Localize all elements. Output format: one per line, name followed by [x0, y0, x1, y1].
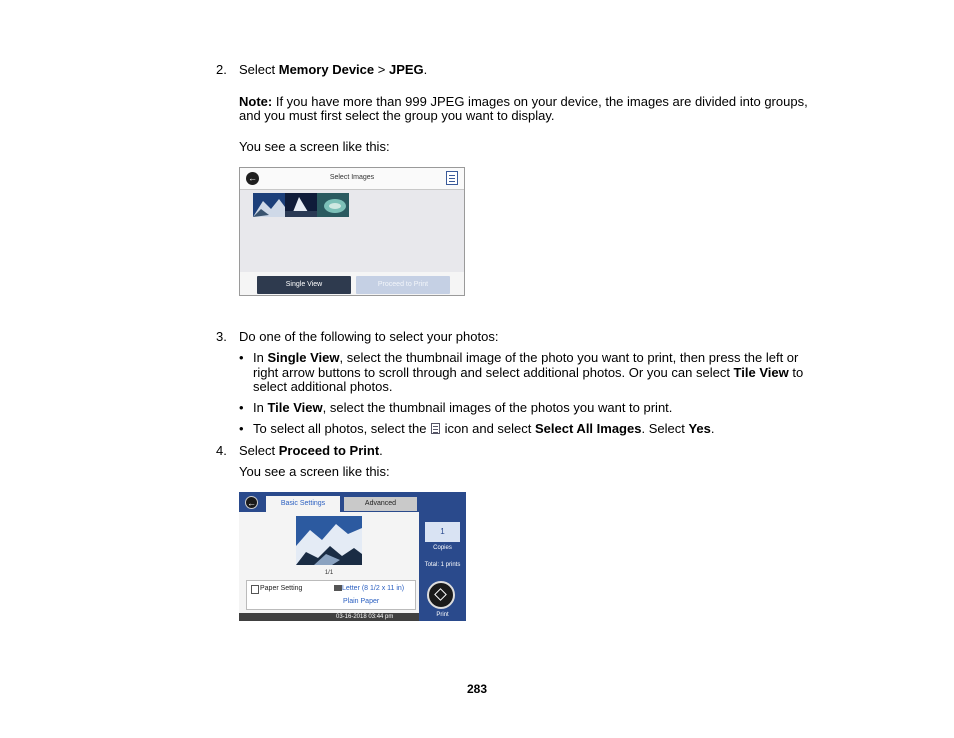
screen-footer — [240, 272, 464, 295]
paper-size-value: Letter (8 1/2 x 11 in) — [342, 585, 405, 592]
status-bar — [239, 613, 419, 621]
settings-panel — [239, 492, 419, 613]
paper-icon — [251, 585, 259, 594]
print-diamond-icon — [434, 588, 447, 601]
copies-label: Copies — [433, 545, 452, 551]
copies-value[interactable]: 1 — [425, 522, 460, 542]
photo-preview — [296, 516, 362, 565]
see-screen-1: You see a screen like this: — [239, 139, 390, 154]
tab-advanced[interactable]: Advanced — [344, 497, 417, 511]
print-label: Print — [436, 612, 449, 618]
paper-type-value: Plain Paper — [343, 598, 380, 605]
list-menu-icon[interactable] — [446, 171, 458, 185]
print-button[interactable] — [427, 581, 455, 609]
side-panel — [419, 492, 466, 621]
print-settings-screenshot — [239, 492, 466, 621]
page-indicator: 1/1 — [324, 570, 334, 576]
see-screen-2: You see a screen like this: — [239, 464, 390, 479]
photo-thumbnail[interactable] — [285, 193, 317, 217]
bullet-dot: • — [239, 400, 244, 415]
datetime: 03-16-2018 03:44 pm — [336, 614, 394, 620]
photo-thumbnail[interactable] — [253, 193, 285, 217]
step-3: 3. — [216, 329, 227, 344]
tab-basic-settings[interactable]: Basic Settings — [266, 496, 340, 512]
select-images-screenshot — [239, 167, 465, 296]
step-2: 2. — [216, 62, 227, 77]
step-2-text: Select Memory Device > JPEG. — [239, 62, 428, 77]
paper-setting-label: Paper Setting — [260, 585, 303, 592]
tab-bar — [239, 492, 419, 512]
screen-header — [240, 168, 464, 190]
bullet-1-line-3: select additional photos. — [253, 379, 393, 394]
bullet-dot: • — [239, 421, 244, 436]
back-arrow-icon[interactable]: ← — [247, 498, 256, 508]
bullet-1-line-2: right arrow buttons to scroll through and select additional photos. Or you can select Tile View to — [253, 365, 804, 380]
bullet-dot: • — [239, 350, 244, 365]
bullet-2-text: In Tile View, select the thumbnail images of the photos you want to print. — [253, 400, 673, 415]
bullet-1-line-1: In Single View, select the thumbnail image of the photo you want to print, then press the left or — [253, 350, 799, 365]
page-number: 283 — [466, 682, 488, 696]
proceed-to-print-button[interactable]: Proceed to Print — [356, 276, 450, 294]
bullet-3-text: To select all photos, select the icon and select Select All Images. Select Yes. — [253, 421, 715, 436]
step-4: 4. — [216, 443, 227, 458]
single-view-button[interactable]: Single View — [257, 276, 351, 294]
screen-title: Select Images — [329, 174, 375, 181]
back-arrow-icon[interactable]: ← — [248, 173, 257, 183]
printer-icon — [334, 585, 342, 591]
total-prints: Total: 1 prints — [424, 562, 461, 568]
photo-thumbnail[interactable] — [317, 193, 349, 217]
note-line-1: Note: If you have more than 999 JPEG images on your device, the images are divided into groups, — [239, 94, 808, 109]
step-4-text: Select Proceed to Print. — [239, 443, 383, 458]
paper-setting-row[interactable] — [246, 580, 416, 610]
note-line-2: and you must first select the group you want to display. — [239, 108, 555, 123]
list-menu-icon — [431, 423, 440, 434]
step-3-text: Do one of the following to select your photos: — [239, 329, 499, 344]
